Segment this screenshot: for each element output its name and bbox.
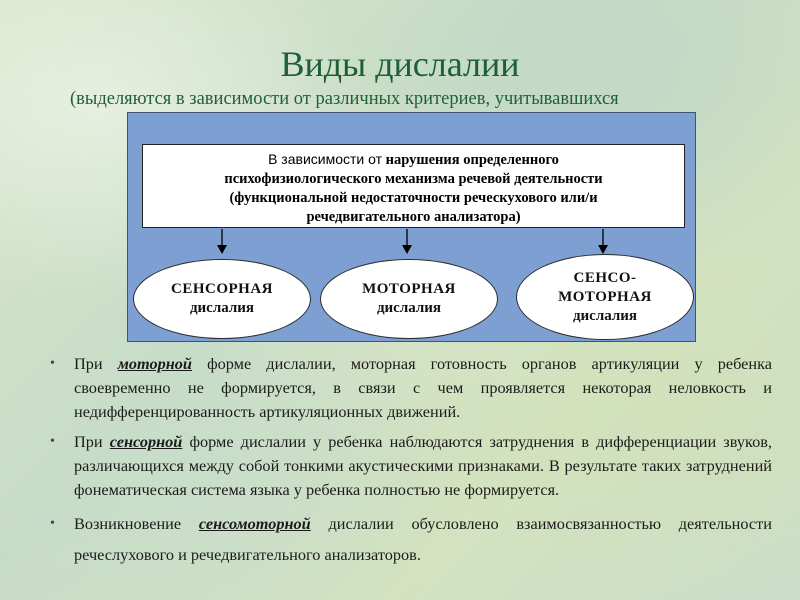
type-ellipse-sensomotor [516, 254, 694, 340]
type-label: МОТОРНАЯ [362, 281, 456, 297]
arrow-down-icon [401, 229, 413, 255]
criterion-line2: психофизиологического механизма речевой деятельности [224, 171, 603, 187]
slide-subtitle: (выделяются в зависимости от различных критериев, учитывавшихся [70, 89, 619, 109]
bullet-icon: • [50, 356, 55, 371]
bullet-text: дислалии обусловлено взаимосвязанностью деятельности речеслухового и речедвигательного анализаторов. [74, 514, 772, 564]
bullet-term: моторной [117, 354, 192, 373]
criterion-prefix: В зависимости от [268, 151, 383, 167]
bullet-list [50, 352, 772, 570]
slide-title: Виды дислалии [280, 44, 520, 84]
bullet-text: Возникновение [74, 514, 199, 533]
bullet-text: форме дислалии у ребенка наблюдаются затруднения в дифференциации звуков, различающихся между собой тонкими акустическими признаками. В результате таких затруднений фонематическая система языка у ребенка полностью не формируется. [74, 432, 772, 499]
criterion-box [142, 144, 685, 228]
bullet-icon: • [50, 434, 55, 449]
bullet-item [50, 508, 772, 570]
type-sublabel: дислалия [376, 300, 442, 316]
type-sublabel: дислалия [572, 307, 638, 324]
type-ellipse-sensory [133, 259, 311, 339]
bullet-icon: • [50, 516, 55, 531]
bullet-term: сенсомоторной [198, 514, 311, 533]
type-label: СЕНСО- [573, 269, 637, 286]
bullet-text: форме дислалии, моторная готовность органов артикуляции у ребенка своевременно не формируется, в связи с чем проявляется некоторая неловкость и недифференцированность артикуляционных движений. [74, 354, 772, 421]
bullet-item [50, 352, 772, 424]
arrow-down-icon [597, 229, 609, 255]
bullet-text: При [74, 354, 118, 373]
bullet-term: сенсорной [109, 432, 183, 451]
criterion-line4: речедвигательного анализатора) [306, 209, 521, 225]
type-ellipse-motor [320, 259, 498, 339]
dyslalia-diagram [127, 112, 696, 342]
criterion-line1: нарушения определенного [385, 152, 559, 168]
arrow-down-icon [216, 229, 228, 255]
type-sublabel: дислалия [189, 300, 255, 316]
bullet-text: При [74, 432, 110, 451]
criterion-line3: (функциональной недостаточности реческухового или/и [229, 190, 598, 206]
bullet-item [50, 430, 772, 502]
type-label: СЕНСОРНАЯ [171, 281, 273, 297]
type-label: МОТОРНАЯ [558, 288, 652, 305]
